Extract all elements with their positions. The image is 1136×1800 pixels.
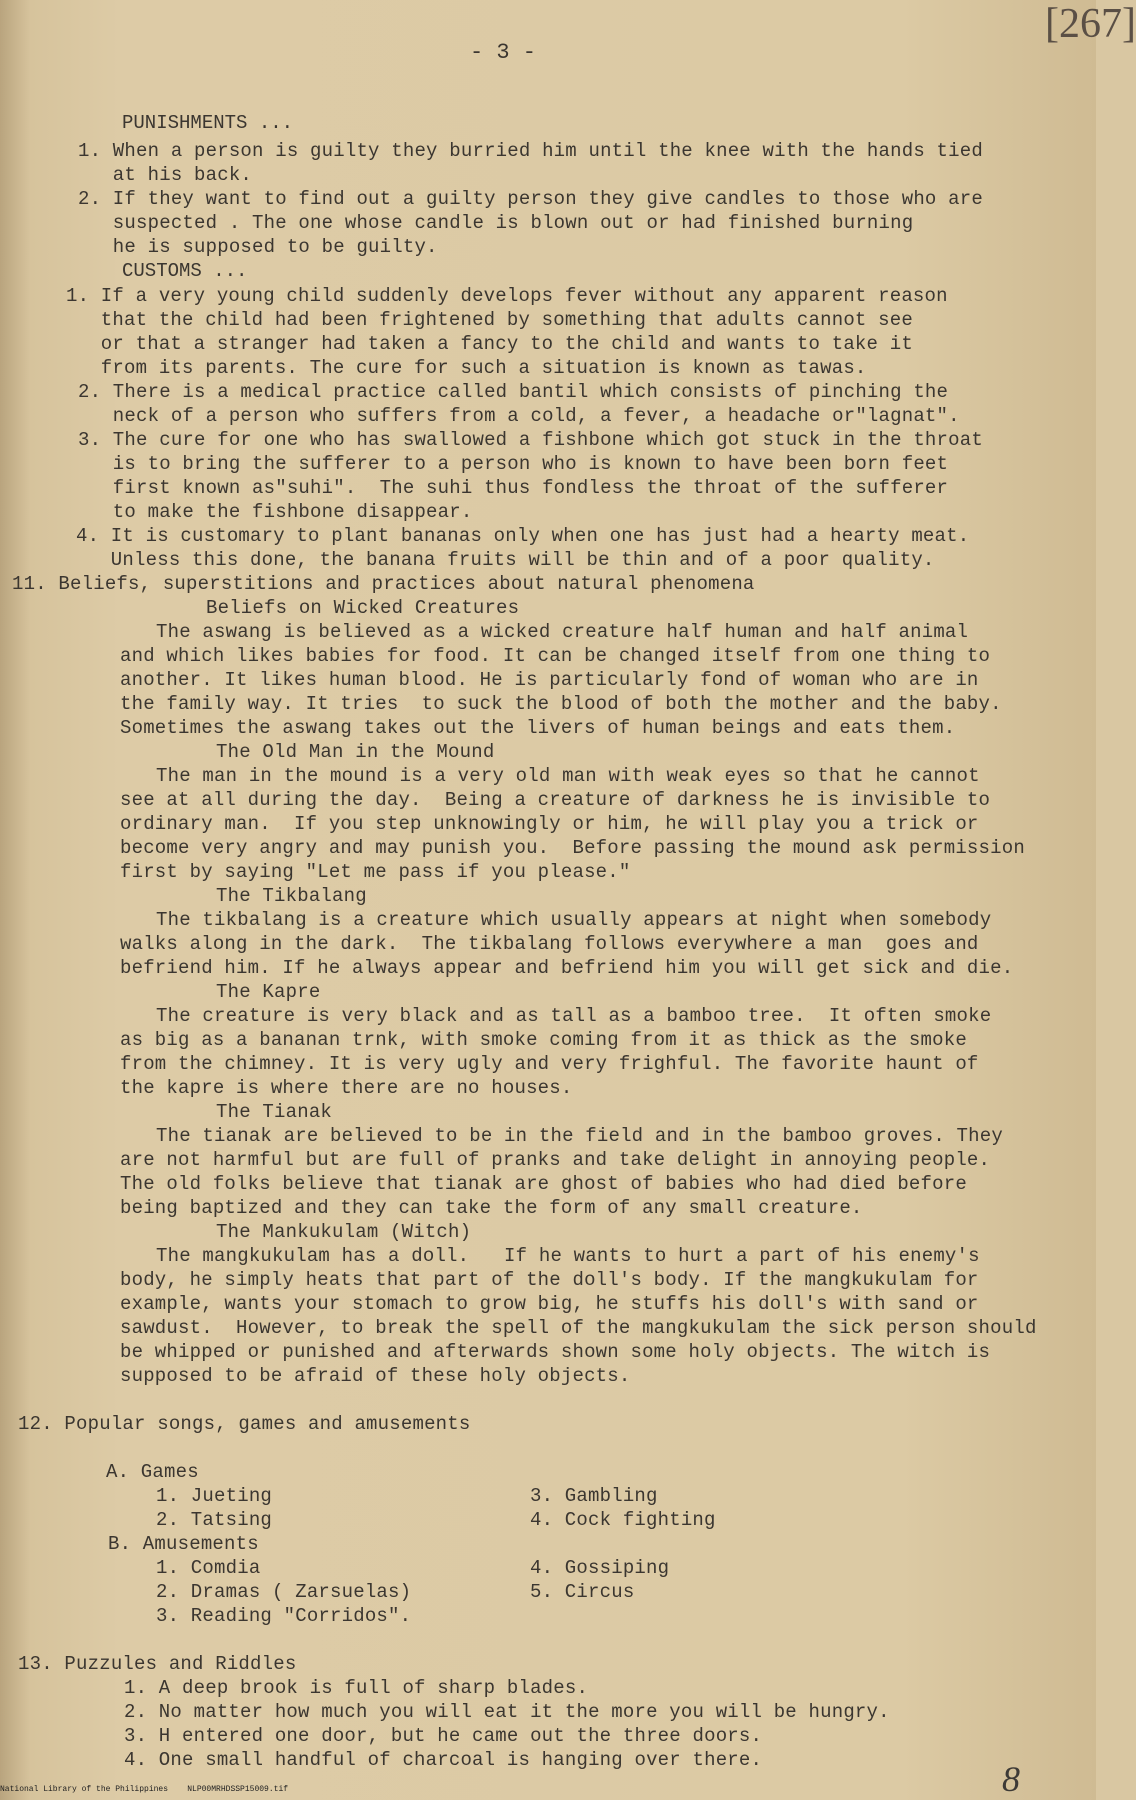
mankukulam-line: sawdust. However, to break the spell of the mangkukulam the sick person should [120,1317,1037,1339]
beliefs-heading: 11. Beliefs, superstitions and practices about natural phenomena [12,573,755,595]
mankukulam-line: The mangkukulam has a doll. If he wants to hurt a part of his enemy's [156,1245,980,1267]
kapre-line: from the chimney. It is very ugly and very frighful. The favorite haunt of [120,1053,979,1075]
tikbalang-line: befriend him. If he always appear and befriend him you will get sick and die. [120,957,1014,979]
riddle-item: 4. One small handful of charcoal is hanging over there. [124,1749,763,1771]
game-item: 2. Tatsing [156,1509,273,1531]
game-item: 1. Jueting [156,1485,273,1507]
mankukulam-line: example, wants your stomach to grow big, he stuffs his doll's with sand or [120,1293,979,1315]
tianak-line: The old folks believe that tianak are ghost of babies who had died before [120,1173,967,1195]
amusement-item: 2. Dramas ( Zarsuelas) [156,1581,412,1603]
mankukulam-line: body, he simply heats that part of the doll's body. If the mangkukulam for [120,1269,979,1291]
archive-number-annotation: [267] [1045,1,1136,47]
custom-line: that the child had been frightened by something that adults cannot see [66,309,913,331]
amusement-item: 1. Comdia [156,1557,261,1579]
page-number: - 3 - [470,40,537,65]
punishments-heading: PUNISHMENTS ... [122,112,294,134]
customs-heading: CUSTOMS ... [122,260,248,282]
game-item: 4. Cock fighting [530,1509,716,1531]
custom-line: Unless this done, the banana fruits will be thin and of a poor quality. [76,549,935,571]
punishment-line: suspected . The one whose candle is blown out or had finished burning [78,212,914,234]
custom-line: first known as"suhi". The suhi thus fondless the throat of the sufferer [78,477,949,499]
tianak-line: being baptized and they can take the form of any small creature. [120,1197,863,1219]
amusements-heading: B. Amusements [108,1533,259,1555]
songs-heading: 12. Popular songs, games and amusements [18,1413,471,1435]
aswang-line: and which likes babies for food. It can be changed itself from one thing to [120,645,991,667]
custom-line: neck of a person who suffers from a cold, a fever, a headache or"lagnat". [78,405,960,427]
custom-line: 3. The cure for one who has swallowed a fishbone which got stuck in the throat [78,429,983,451]
tikbalang-line: The tikbalang is a creature which usually appears at night when somebody [156,909,992,931]
custom-line: or that a stranger had taken a fancy to the child and wants to take it [66,333,913,355]
tianak-title: The Tianak [216,1101,333,1123]
aswang-line: The aswang is believed as a wicked creature half human and half animal [156,621,969,643]
old-man-title: The Old Man in the Mound [216,741,495,763]
mankukulam-line: be whipped or punished and afterwards shown some holy objects. The witch is [120,1341,991,1363]
custom-line: from its parents. The cure for such a situation is known as tawas. [66,357,867,379]
punishment-line: 1. When a person is guilty they burried him until the knee with the hands tied [78,140,983,162]
old-man-line: The man in the mound is a very old man with weak eyes so that he cannot [156,765,980,787]
kapre-line: The creature is very black and as tall as a bamboo tree. It often smoke [156,1005,992,1027]
game-item: 3. Gambling [530,1485,658,1507]
riddle-item: 1. A deep brook is full of sharp blades. [124,1677,589,1699]
old-man-line: see at all during the day. Being a creature of darkness he is invisible to [120,789,991,811]
custom-line: to make the fishbone disappear. [78,501,473,523]
custom-line: 2. There is a medical practice called bantil which consists of pinching the [78,381,949,403]
handwritten-page-mark: 8 [1002,1759,1020,1799]
mankukulam-line: supposed to be afraid of these holy objects. [120,1365,631,1387]
old-man-line: first by saying "Let me pass if you please." [120,861,631,883]
tikbalang-title: The Tikbalang [216,885,367,907]
amusement-item: 3. Reading "Corridos". [156,1605,412,1627]
punishment-line: he is supposed to be guilty. [78,236,438,258]
old-man-line: ordinary man. If you step unknowingly or him, he will play you a trick or [120,813,979,835]
tikbalang-line: walks along in the dark. The tikbalang follows everywhere a man goes and [120,933,979,955]
kapre-line: the kapre is where there are no houses. [120,1077,573,1099]
custom-line: 4. It is customary to plant bananas only when one has just had a hearty meat. [76,525,970,547]
archive-footer: National Library of the Philippines NLP00MRHDSSP15009.tif [0,1785,289,1794]
amusement-item: 4. Gossiping [530,1557,670,1579]
aswang-line: the family way. It tries to suck the blood of both the mother and the baby. [120,693,1002,715]
kapre-title: The Kapre [216,981,321,1003]
beliefs-subheading: Beliefs on Wicked Creatures [206,597,520,619]
tianak-line: The tianak are believed to be in the field and in the bamboo groves. They [156,1125,1003,1147]
riddle-item: 2. No matter how much you will eat it the more you will be hungry. [124,1701,890,1723]
punishment-line: 2. If they want to find out a guilty person they give candles to those who are [78,188,983,210]
kapre-line: as big as a bananan trnk, with smoke coming from it as thick as the smoke [120,1029,967,1051]
custom-line: is to bring the sufferer to a person who is known to have been born feet [78,453,949,475]
tianak-line: are not harmful but are full of pranks and take delight in annoying people. [120,1149,991,1171]
games-heading: A. Games [106,1461,199,1483]
amusement-item: 5. Circus [530,1581,635,1603]
riddles-heading: 13. Puzzules and Riddles [18,1653,297,1675]
old-man-line: become very angry and may punish you. Before passing the mound ask permission [120,837,1025,859]
custom-line: 1. If a very young child suddenly develops fever without any apparent reason [66,285,948,307]
mankukulam-title: The Mankukulam (Witch) [216,1221,472,1243]
aswang-line: another. It likes human blood. He is particularly fond of woman who are in [120,669,979,691]
riddle-item: 3. H entered one door, but he came out the three doors. [124,1725,763,1747]
aswang-line: Sometimes the aswang takes out the livers of human beings and eats them. [120,717,956,739]
punishment-line: at his back. [78,164,253,186]
